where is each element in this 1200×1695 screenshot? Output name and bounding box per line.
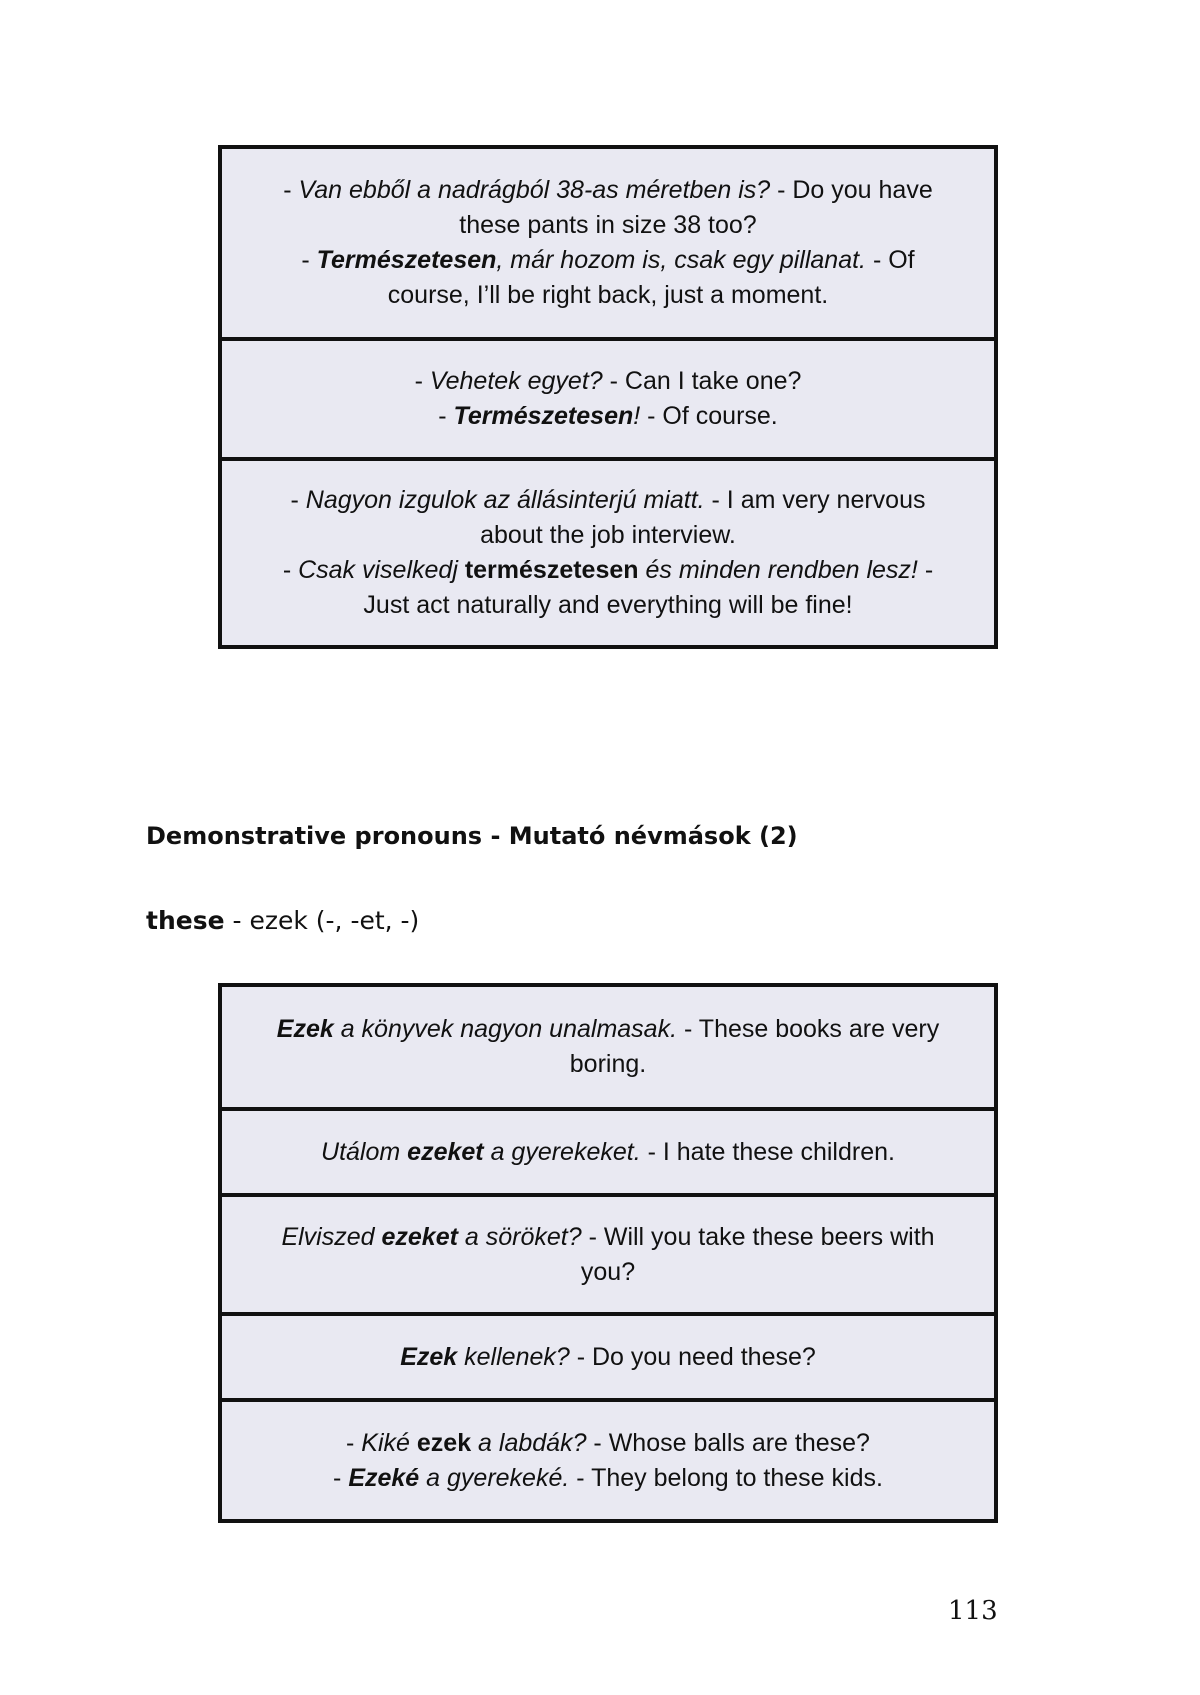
row-line bbox=[258, 483, 958, 518]
vocabulary-entry bbox=[146, 903, 419, 939]
row-line bbox=[258, 553, 958, 588]
vocabulary-definition: - ezek (-, -et, -) bbox=[224, 906, 420, 935]
english-text: - bbox=[301, 246, 317, 274]
hungarian-text: és minden rendben lesz! bbox=[638, 556, 918, 584]
english-text: - bbox=[290, 486, 306, 514]
row-line bbox=[258, 1255, 958, 1290]
keyword-text: Ezek bbox=[400, 1342, 458, 1371]
english-text: - bbox=[283, 176, 299, 204]
english-text: - I am very nervous bbox=[704, 486, 926, 514]
hungarian-text: Van ebből a nadrágból 38-as méretben is? bbox=[298, 176, 771, 204]
row-line bbox=[258, 1047, 958, 1082]
english-text: - bbox=[414, 367, 430, 395]
row-line bbox=[258, 208, 958, 243]
row-line bbox=[258, 1461, 958, 1496]
hungarian-text: Vehetek egyet? bbox=[429, 367, 603, 395]
section-heading: Demonstrative pronouns - Mutató névmások (2) bbox=[146, 822, 798, 850]
row-line bbox=[258, 518, 958, 553]
vocabulary-word: these bbox=[146, 906, 225, 935]
table-row bbox=[222, 1398, 994, 1519]
table-row bbox=[222, 1193, 994, 1312]
english-text: - Of course. bbox=[640, 402, 778, 430]
hungarian-text: Utálom bbox=[321, 1137, 408, 1166]
table-row bbox=[222, 987, 994, 1107]
english-text: - They belong to these kids. bbox=[569, 1463, 883, 1492]
english-text: - Do you need these? bbox=[569, 1342, 816, 1371]
row-line bbox=[258, 588, 958, 623]
english-text: - bbox=[438, 402, 454, 430]
english-text: - bbox=[917, 556, 934, 584]
hungarian-text: Csak viselkedj bbox=[298, 556, 465, 584]
english-text: - Will you take these beers with bbox=[581, 1222, 935, 1251]
keyword-text: ezek bbox=[416, 1428, 472, 1457]
table-row bbox=[222, 457, 994, 645]
english-text: - bbox=[346, 1428, 362, 1457]
hungarian-text: a labdák? bbox=[471, 1428, 587, 1457]
keyword-text: ezeket bbox=[381, 1222, 458, 1251]
row-line bbox=[258, 1340, 958, 1375]
table-row bbox=[222, 149, 994, 337]
english-text: - These books are very bbox=[677, 1015, 940, 1043]
english-text: - I hate these children. bbox=[640, 1137, 895, 1166]
table-row bbox=[222, 337, 994, 457]
hungarian-text: a gyerekeké. bbox=[419, 1463, 570, 1492]
hungarian-text: a gyerekeket. bbox=[483, 1137, 641, 1166]
english-text: these pants in size 38 too? bbox=[459, 211, 757, 239]
english-text: boring. bbox=[569, 1050, 647, 1078]
english-text: - Can I take one? bbox=[602, 367, 802, 395]
english-text: - Do you have bbox=[770, 176, 933, 204]
row-line bbox=[258, 1135, 958, 1170]
hungarian-text: , már hozom is, csak egy pillanat. bbox=[496, 246, 866, 274]
keyword-text: ezeket bbox=[407, 1137, 484, 1166]
keyword-text: Természetesen bbox=[316, 246, 497, 274]
keyword-text: Ezeké bbox=[348, 1463, 420, 1492]
row-line bbox=[258, 1426, 958, 1461]
row-line bbox=[258, 1012, 958, 1047]
row-line bbox=[258, 364, 958, 399]
hungarian-text: Kiké bbox=[361, 1428, 417, 1457]
hungarian-text: a könyvek nagyon unalmasak. bbox=[333, 1015, 678, 1043]
example-table-ezek bbox=[218, 983, 998, 1523]
keyword-text: Ezek bbox=[276, 1015, 334, 1043]
hungarian-text: Nagyon izgulok az állásinterjú miatt. bbox=[305, 486, 705, 514]
english-text: - Of bbox=[866, 246, 915, 274]
english-text: about the job interview. bbox=[480, 521, 736, 549]
english-text: - Whose balls are these? bbox=[586, 1428, 870, 1457]
page-number: 113 bbox=[948, 1596, 998, 1626]
row-line bbox=[258, 278, 958, 313]
hungarian-text: kellenek? bbox=[457, 1342, 570, 1371]
english-text: - bbox=[333, 1463, 349, 1492]
example-table-termeszetesen bbox=[218, 145, 998, 649]
table-row bbox=[222, 1107, 994, 1193]
english-text: course, I’ll be right back, just a moment. bbox=[387, 281, 829, 309]
english-text: - bbox=[282, 556, 299, 584]
hungarian-text: a söröket? bbox=[457, 1222, 582, 1251]
hungarian-text: Elviszed bbox=[281, 1222, 382, 1251]
english-text: you? bbox=[580, 1257, 636, 1286]
row-line bbox=[258, 1220, 958, 1255]
keyword-text: Természetesen bbox=[453, 402, 634, 430]
english-text: Just act naturally and everything will be fine! bbox=[363, 591, 853, 619]
row-line bbox=[258, 173, 958, 208]
keyword-text: természetesen bbox=[464, 556, 639, 584]
row-line bbox=[258, 399, 958, 434]
hungarian-text: ! bbox=[633, 402, 641, 430]
table-row bbox=[222, 1312, 994, 1398]
row-line bbox=[258, 243, 958, 278]
